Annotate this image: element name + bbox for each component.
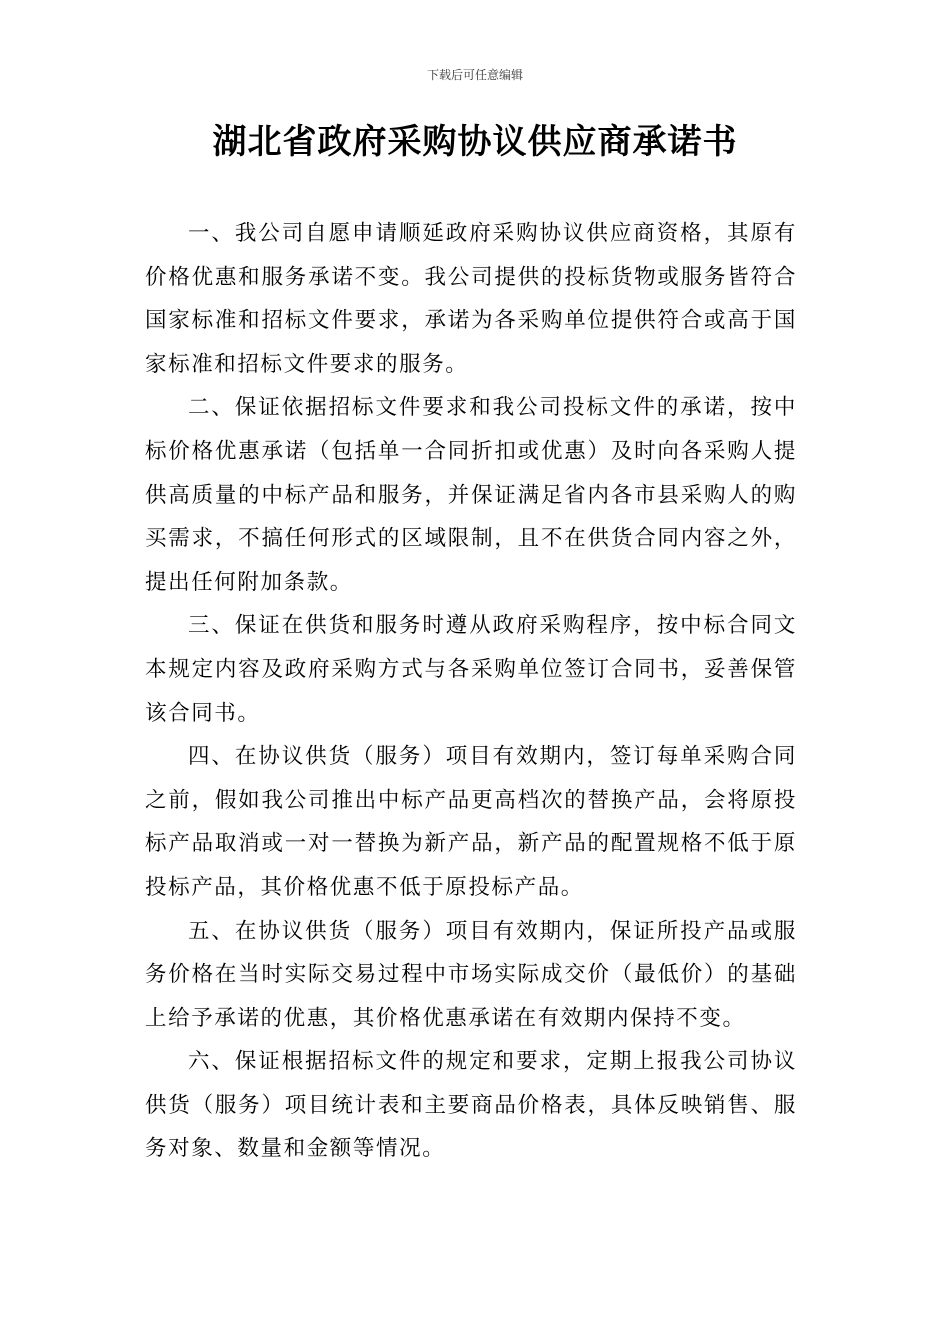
document-title: 湖北省政府采购协议供应商承诺书	[212, 122, 738, 162]
clause-3: 三、保证在供货和服务时遵从政府采购程序，按中标合同文本规定内容及政府采购方式与各采购单位签订合同书，妥善保管该合同书。	[145, 613, 797, 726]
clause-5: 五、在协议供货（服务）项目有效期内，保证所投产品或服务价格在当时实际交易过程中市场实际成交价（最低价）的基础上给予承诺的优惠，其价格优惠承诺在有效期内保持不变。	[145, 918, 797, 1031]
header-note: 下载后可任意编辑	[426, 68, 523, 82]
clause-6: 六、保证根据招标文件的规定和要求，定期上报我公司协议供货（服务）项目统计表和主要商品价格表，具体反映销售、服务对象、数量和金额等情况。	[145, 1049, 797, 1162]
clause-4: 四、在协议供货（服务）项目有效期内，签订每单采购合同之前，假如我公司推出中标产品更高档次的替换产品，会将原投标产品取消或一对一替换为新产品，新产品的配置规格不低于原投标产品，其价格优惠不低于原投标产品。	[145, 744, 797, 900]
clause-1: 一、我公司自愿申请顺延政府采购协议供应商资格，其原有价格优惠和服务承诺不变。我公司提供的投标货物或服务皆符合国家标准和招标文件要求，承诺为各采购单位提供符合或高于国家标准和招标文件要求的服务。	[145, 221, 797, 377]
document-body	[145, 212, 797, 1171]
clause-2: 二、保证依据招标文件要求和我公司投标文件的承诺，按中标价格优惠承诺（包括单一合同折扣或优惠）及时向各采购人提供高质量的中标产品和服务，并保证满足省内各市县采购人的购买需求，不搞任何形式的区域限制，且不在供货合同内容之外，提出任何附加条款。	[145, 395, 797, 595]
